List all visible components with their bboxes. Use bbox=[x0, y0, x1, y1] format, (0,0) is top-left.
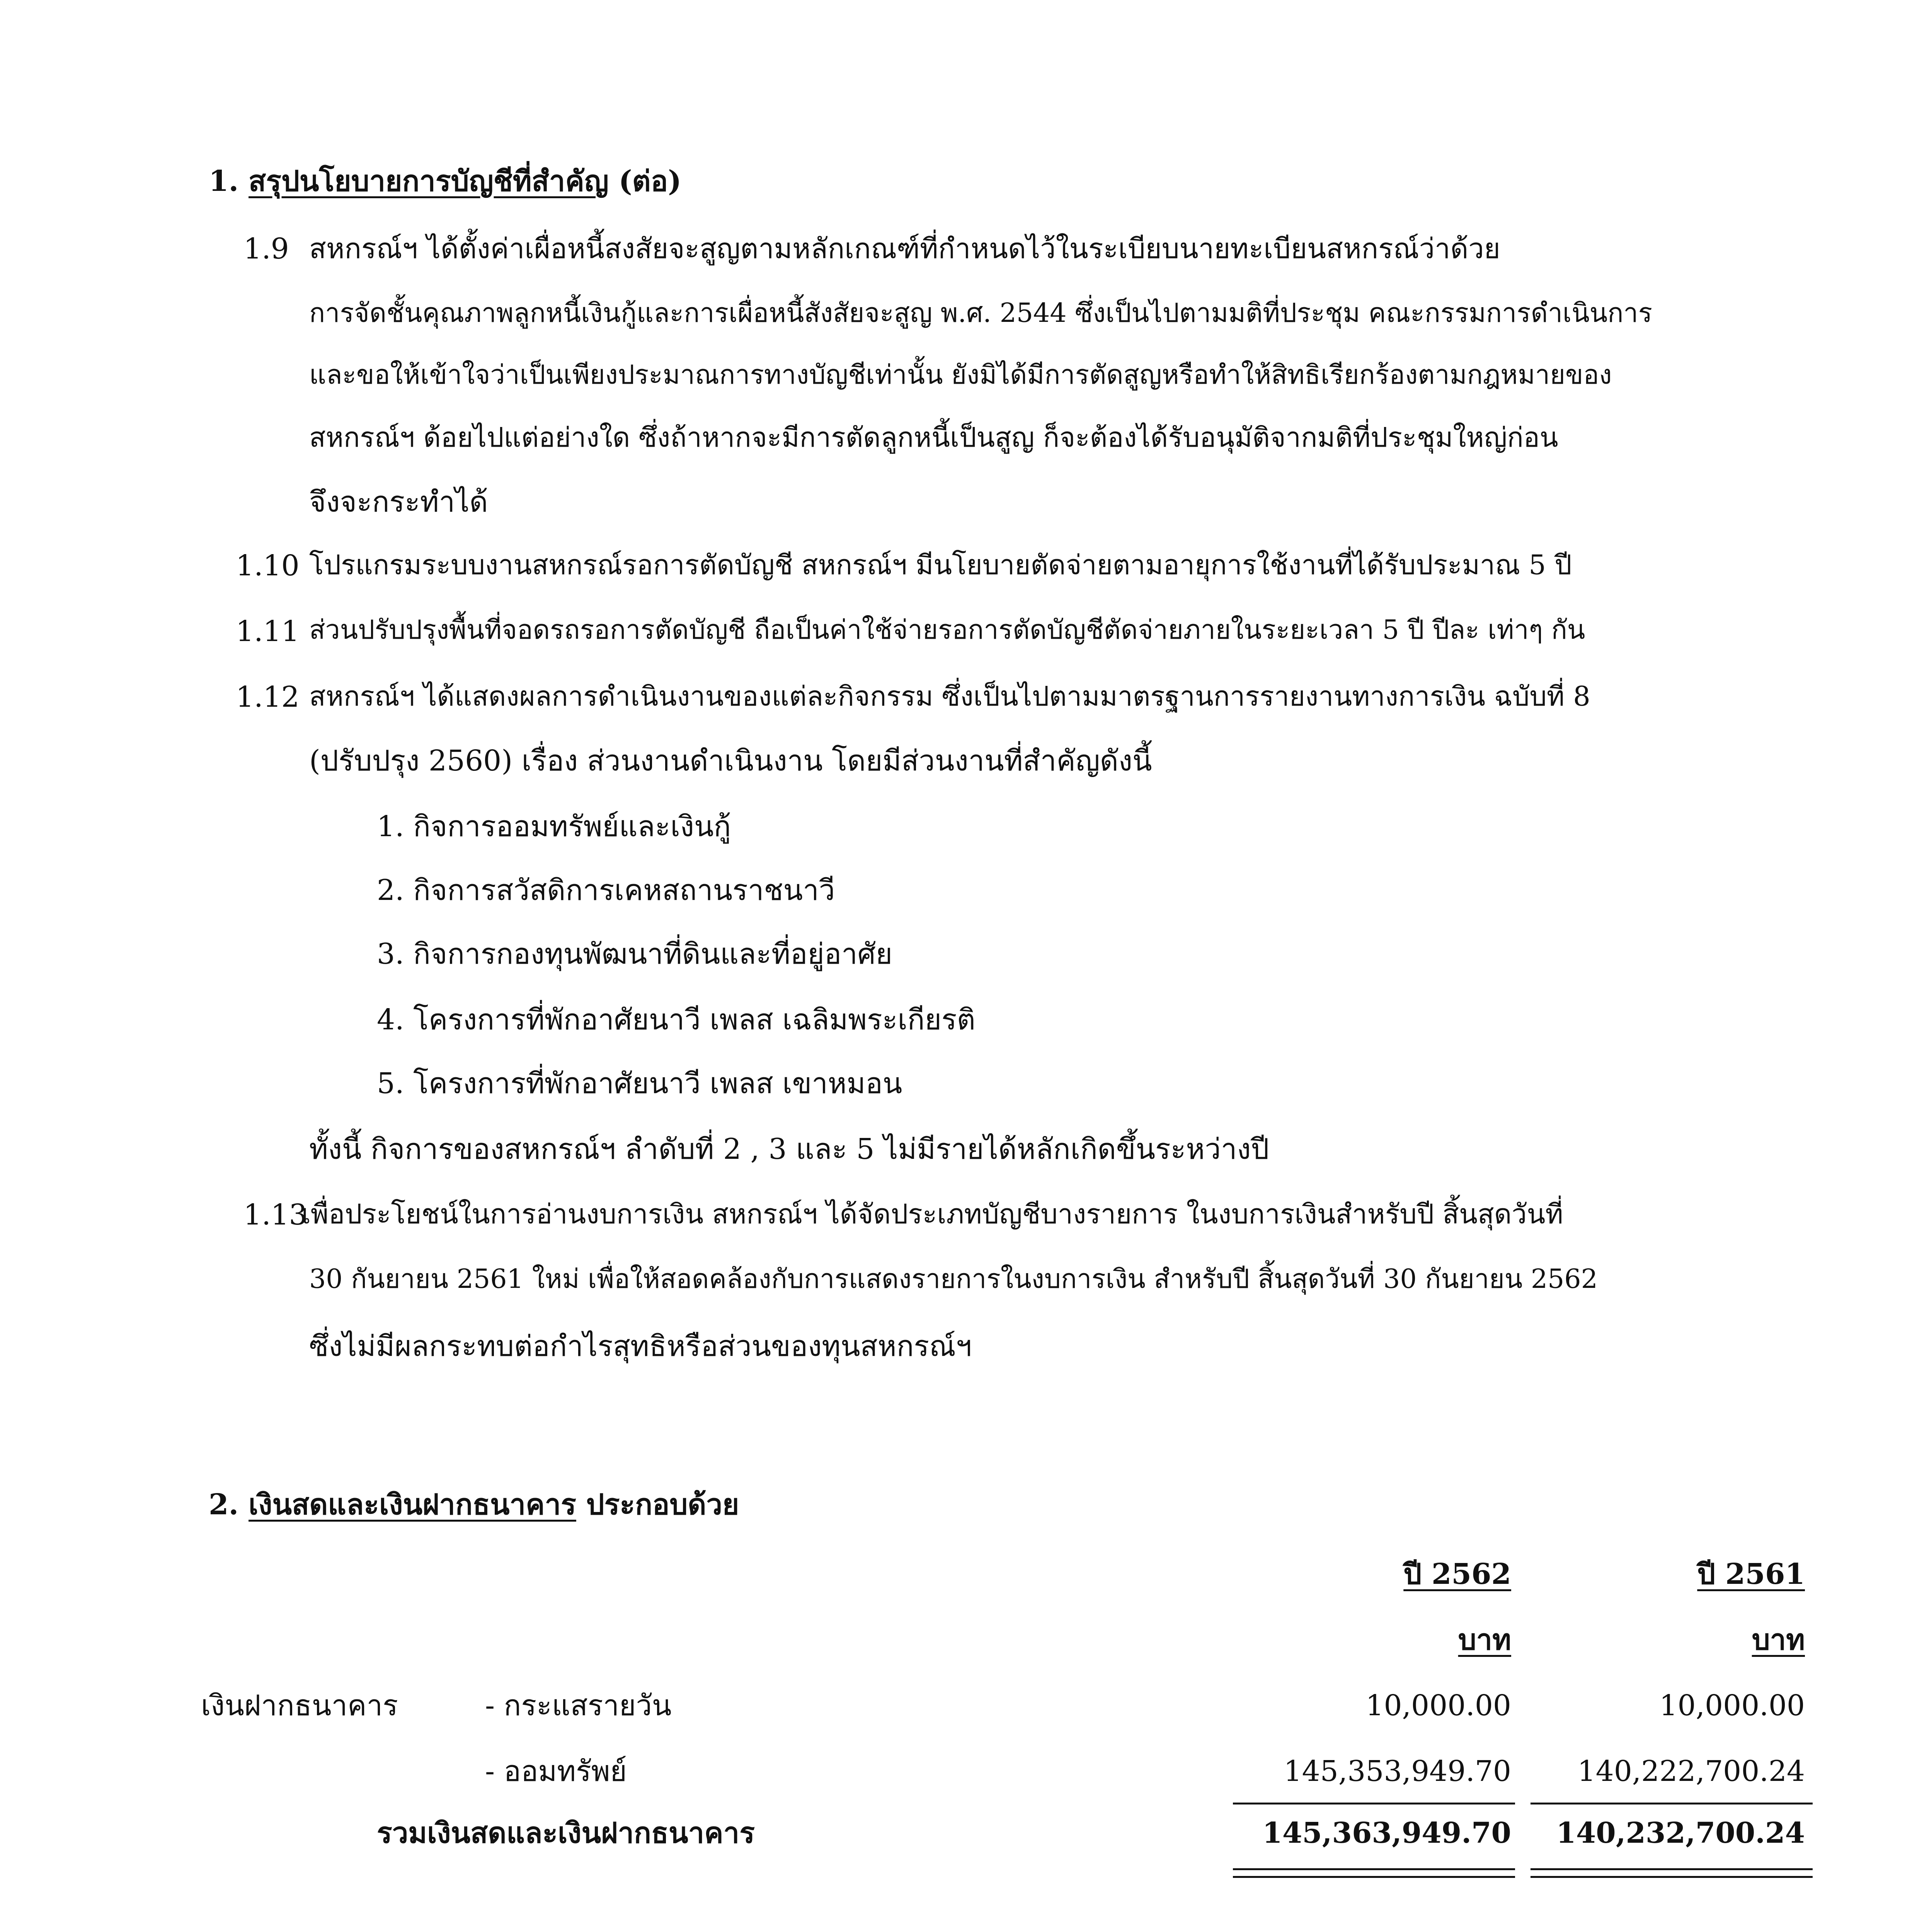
total-2561: 140,232,700.24 bbox=[1556, 1816, 1805, 1850]
section-2-title-suffix: ประกอบด้วย bbox=[586, 1488, 739, 1521]
current-account-2562: 10,000.00 bbox=[1365, 1689, 1511, 1722]
current-account-label: - กระแสรายวัน bbox=[485, 1689, 672, 1722]
item-1-9-line-4: สหกรณ์ฯ ด้อยไปแต่อย่างใด ซึ่งถ้าหากจะมีการตัดลูกหนี้เป็นสูญ ก็จะต้องได้รับอนุมัติจากมติที่ประชุมใหญ่ก่อน bbox=[309, 422, 1558, 453]
section-1-heading bbox=[209, 164, 681, 199]
item-1-13-number: 1.13 bbox=[243, 1198, 307, 1231]
section-2-title: เงินสดและเงินฝากธนาคาร bbox=[249, 1488, 576, 1521]
segment-note: ทั้งนี้ กิจการของสหกรณ์ฯ ลำดับที่ 2 , 3 และ 5 ไม่มีรายได้หลักเกิดขึ้นระหว่างปี bbox=[309, 1133, 1269, 1166]
total-top-rule-2562 bbox=[1233, 1803, 1515, 1804]
savings-account-2561: 140,222,700.24 bbox=[1577, 1755, 1805, 1788]
column-2561-year: ปี 2561 bbox=[1697, 1558, 1805, 1591]
total-double-rule-2561-a bbox=[1531, 1868, 1813, 1870]
item-1-9-line-5: จึงจะกระทำได้ bbox=[309, 485, 488, 519]
current-account-2561: 10,000.00 bbox=[1659, 1689, 1805, 1722]
section-2-number: 2. bbox=[209, 1488, 239, 1521]
segment-list-item-1: 1. กิจการออมทรัพย์และเงินกู้ bbox=[377, 810, 731, 843]
item-1-12-line-2: (ปรับปรุง 2560) เรื่อง ส่วนงานดำเนินงาน โดยมีส่วนงานที่สำคัญดังนี้ bbox=[309, 744, 1152, 777]
segment-list-item-5: 5. โครงการที่พักอาศัยนาวี เพลส เขาหมอน bbox=[377, 1067, 902, 1100]
total-top-rule-2561 bbox=[1531, 1803, 1813, 1804]
item-1-9-line-3: และขอให้เข้าใจว่าเป็นเพียงประมาณการทางบัญชีเท่านั้น ยังมิได้มีการตัดสูญหรือทำให้สิทธิเรียกร้องตามกฎหมายของ bbox=[309, 360, 1612, 390]
item-1-9-line-2: การจัดชั้นคุณภาพลูกหนี้เงินกู้และการเผื่อหนี้สังสัยจะสูญ พ.ศ. 2544 ซึ่งเป็นไปตามมติที่ประชุม คณะกรรมการดำเนินการ bbox=[309, 298, 1653, 328]
item-1-9-number: 1.9 bbox=[243, 232, 289, 265]
total-double-rule-2562-b bbox=[1233, 1876, 1515, 1878]
item-1-12-number: 1.12 bbox=[236, 680, 300, 714]
section-2-heading bbox=[209, 1488, 739, 1522]
item-1-11-line-1: ส่วนปรับปรุงพื้นที่จอดรถรอการตัดบัญชี ถือเป็นค่าใช้จ่ายรอการตัดบัญชีตัดจ่ายภายในระยะเวลา 5 ปี ปีละ เท่าๆ กัน bbox=[309, 615, 1585, 645]
segment-list-item-3: 3. กิจการกองทุนพัฒนาที่ดินและที่อยู่อาศัย bbox=[377, 937, 893, 971]
section-1-number: 1. bbox=[209, 165, 239, 198]
item-1-13-line-3: ซึ่งไม่มีผลกระทบต่อกำไรสุทธิหรือส่วนของทุนสหกรณ์ฯ bbox=[309, 1330, 972, 1363]
item-1-11-number: 1.11 bbox=[236, 615, 300, 648]
total-double-rule-2561-b bbox=[1531, 1876, 1813, 1878]
item-1-10-number: 1.10 bbox=[236, 549, 300, 582]
column-2562-unit: บาท bbox=[1458, 1623, 1511, 1656]
total-2562: 145,363,949.70 bbox=[1262, 1816, 1511, 1850]
segment-list-item-4: 4. โครงการที่พักอาศัยนาวี เพลส เฉลิมพระเกียรติ bbox=[377, 1003, 976, 1036]
item-1-13-line-1: เพื่อประโยชน์ในการอ่านงบการเงิน สหกรณ์ฯ ได้จัดประเภทบัญชีบางรายการ ในงบการเงินสำหรับปี สิ้นสุดวันที่ bbox=[301, 1198, 1563, 1230]
item-1-13-line-2: 30 กันยายน 2561 ใหม่ เพื่อให้สอดคล้องกับการแสดงรายการในงบการเงิน สำหรับปี สิ้นสุดวันที่ 30 กันยายน 2562 bbox=[309, 1264, 1598, 1294]
total-double-rule-2562-a bbox=[1233, 1868, 1515, 1870]
savings-account-label: - ออมทรัพย์ bbox=[485, 1755, 627, 1788]
item-1-10-line-1: โปรแกรมระบบงานสหกรณ์รอการตัดบัญชี สหกรณ์ฯ มีนโยบายตัดจ่ายตามอายุการใช้งานที่ได้รับประมาณ 5 ปี bbox=[309, 549, 1572, 581]
bank-deposit-label: เงินฝากธนาคาร bbox=[201, 1689, 398, 1722]
column-2562-year: ปี 2562 bbox=[1403, 1558, 1511, 1591]
total-label: รวมเงินสดและเงินฝากธนาคาร bbox=[377, 1816, 755, 1850]
item-1-9-line-1: สหกรณ์ฯ ได้ตั้งค่าเผื่อหนี้สงสัยจะสูญตามหลักเกณฑ์ที่กำหนดไว้ในระเบียบนายทะเบียนสหกรณ์ว่าด้วย bbox=[309, 232, 1500, 265]
section-1-title: สรุปนโยบายการบัญชีที่สำคัญ bbox=[249, 165, 609, 198]
savings-account-2562: 145,353,949.70 bbox=[1284, 1755, 1511, 1788]
section-1-title-suffix: (ต่อ) bbox=[618, 165, 682, 198]
column-2561-unit: บาท bbox=[1752, 1623, 1805, 1656]
segment-list-item-2: 2. กิจการสวัสดิการเคหสถานราชนาวี bbox=[377, 874, 835, 907]
item-1-12-line-1: สหกรณ์ฯ ได้แสดงผลการดำเนินงานของแต่ละกิจกรรม ซึ่งเป็นไปตามมาตรฐานการรายงานทางการเงิน ฉบับที่ 8 bbox=[309, 680, 1590, 712]
